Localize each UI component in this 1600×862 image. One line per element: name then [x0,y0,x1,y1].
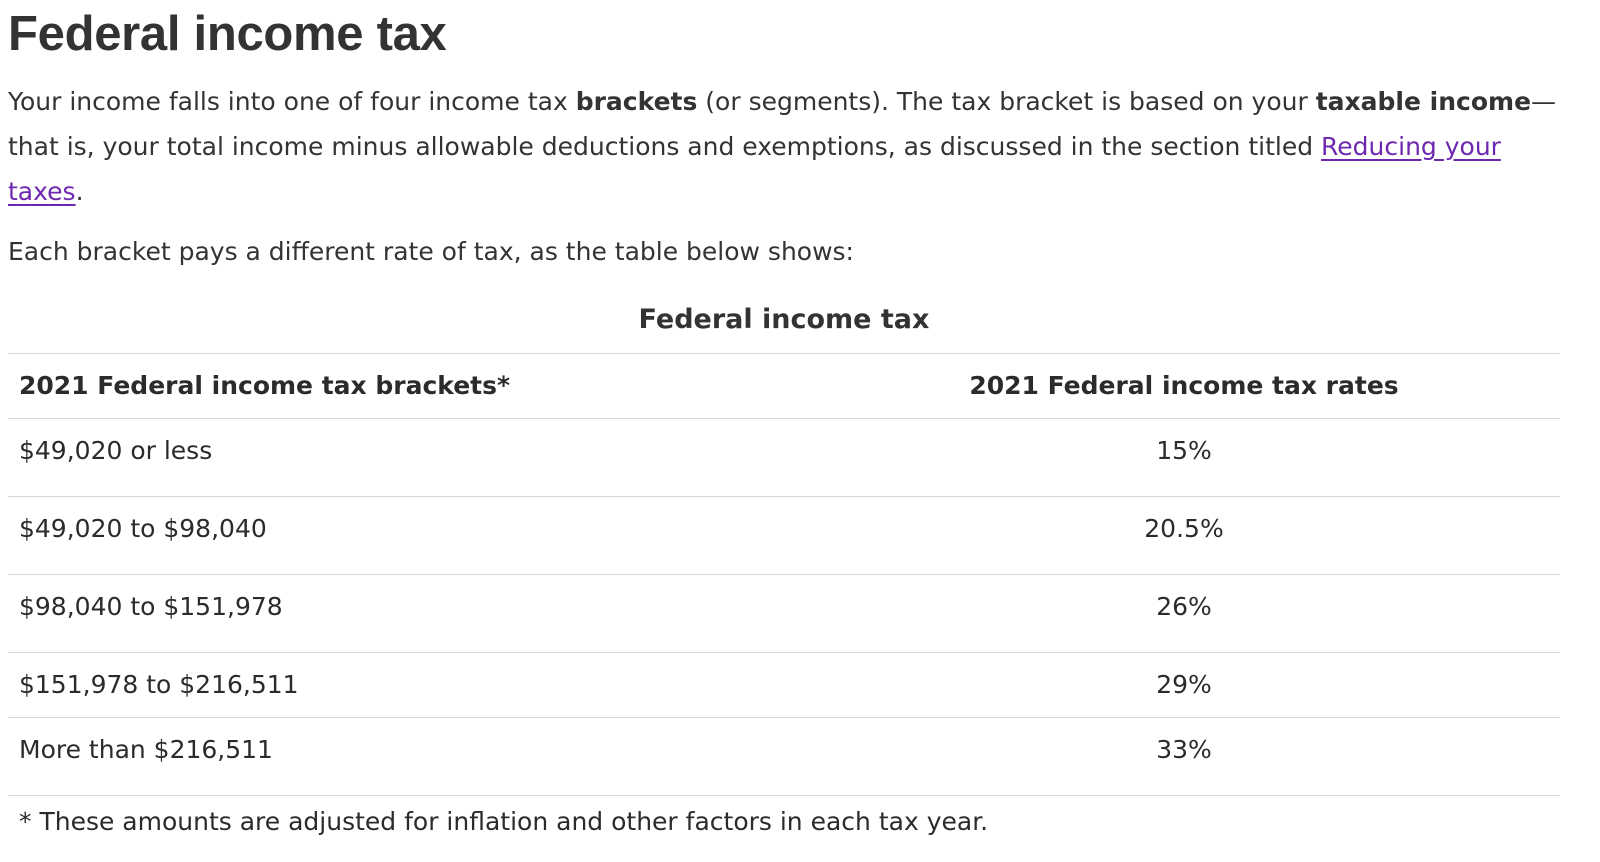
lead-paragraph: Each bracket pays a different rate of tax, as the table below shows: [8,237,854,266]
table-row [8,653,1560,718]
table-footnote: * These amounts are adjusted for inflation and other factors in each tax year. [19,807,989,836]
intro-bold-taxable-income: taxable income [1315,87,1532,116]
table-header-row [8,354,1560,419]
bracket-cell: More than $216,511 [8,718,808,796]
bracket-cell: $49,020 to $98,040 [8,497,808,575]
table-caption: Federal income tax [638,304,930,335]
article [8,0,1560,836]
rate-cell: 29% [808,653,1560,718]
tax-brackets-table [8,353,1560,796]
intro-bold-brackets: brackets [575,87,698,116]
brackets-column-header: 2021 Federal income tax brackets* [8,354,808,419]
table-row [8,575,1560,653]
intro-paragraph [8,79,1560,214]
intro-text-1: Your income falls into one of four income tax [8,87,576,116]
table-row [8,718,1560,796]
table-row [8,497,1560,575]
intro-text-4: . [75,177,84,206]
intro-text-2: (or segments). The tax bracket is based on your [697,87,1316,116]
table-row [8,419,1560,497]
intro-text-3: —that is, your total income minus allowable deductions and exemptions, as discussed in the section titled [8,87,1557,161]
rate-cell: 15% [808,419,1560,497]
page-title: Federal income tax [8,7,447,61]
bracket-cell: $49,020 or less [8,419,808,497]
rates-column-header: 2021 Federal income tax rates [808,354,1560,419]
rate-cell: 20.5% [808,497,1560,575]
rate-cell: 33% [808,718,1560,796]
rate-cell: 26% [808,575,1560,653]
bracket-cell: $151,978 to $216,511 [8,653,808,718]
bracket-cell: $98,040 to $151,978 [8,575,808,653]
reducing-your-taxes-link[interactable]: Reducing your taxes [8,132,1501,206]
